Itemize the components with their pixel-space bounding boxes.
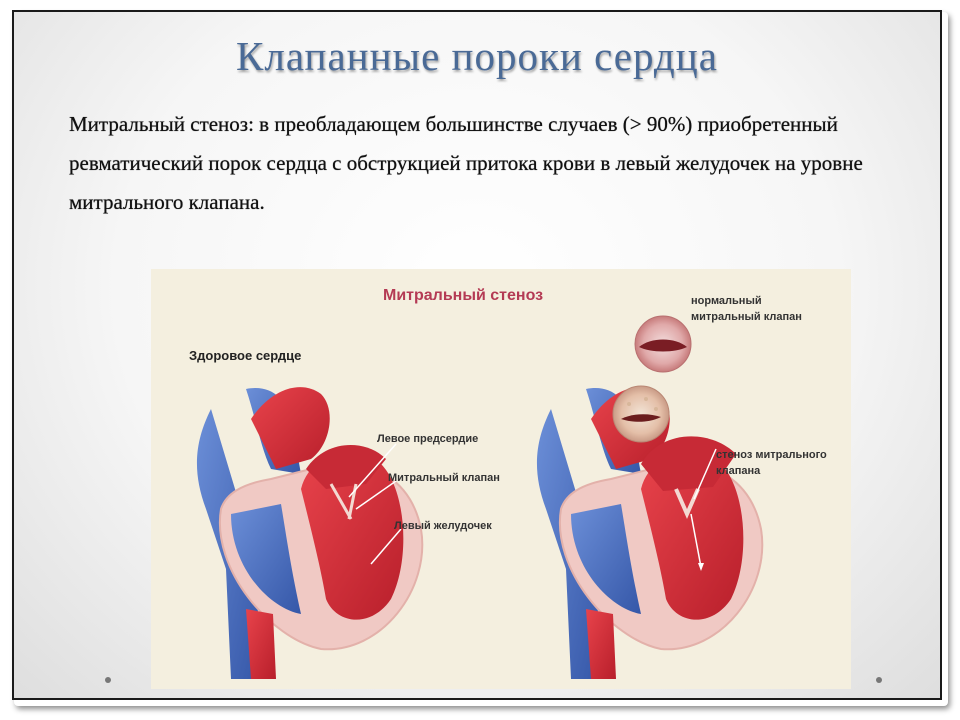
slide-title: Клапанные пороки сердца [236, 33, 718, 79]
slide-description: Митральный стеноз: в преобладающем большинстве случаев (> 90%) приобретенный ревматический порок сердца с обструкцией притока крови в левый желудочек на уровне митрального клапана. [69, 112, 863, 214]
bullet-dot-right [876, 677, 882, 683]
normal-valve-icon [635, 316, 691, 372]
mitral-stenosis-illustration [151, 269, 851, 689]
stenosis-valve-label: стеноз митрального клапана [716, 449, 827, 477]
left-ventricle-label: Левый желудочек [394, 520, 492, 532]
stenosis-valve-icon [613, 386, 669, 442]
normal-valve-label: нормальный митральный клапан [691, 295, 802, 323]
mitral-valve-label: Митральный клапан [388, 472, 500, 484]
hearts-drawing [151, 269, 851, 689]
left-atrium-label: Левое предсердие [377, 433, 479, 445]
bullet-dot-left [105, 677, 111, 683]
healthy-heart-label: Здоровое сердце [189, 348, 302, 363]
slide [12, 10, 942, 700]
illustration-title: Митральный стеноз [383, 287, 544, 304]
